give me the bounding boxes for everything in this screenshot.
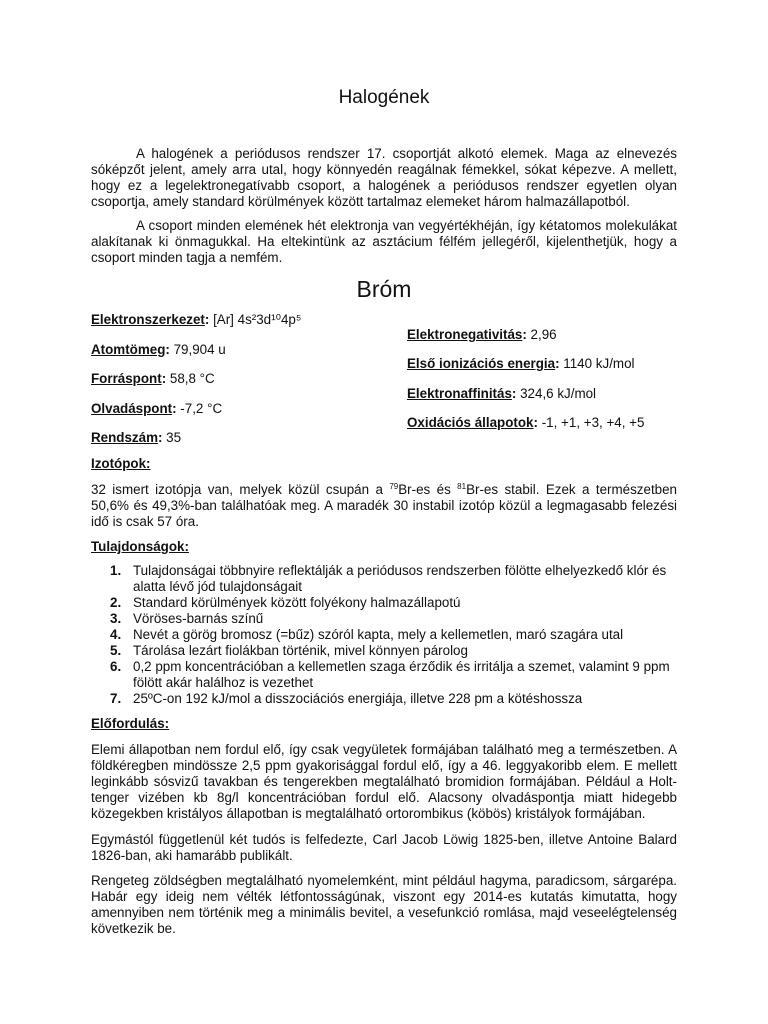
occurrence-heading: Előfordulás: bbox=[91, 716, 170, 731]
property-label: Elektronegativitás bbox=[407, 327, 523, 342]
property-label: Rendszám bbox=[91, 430, 158, 445]
property-electron-configuration: Elektronszerkezet: [Ar] 4s²3d¹⁰4p⁵ bbox=[91, 312, 302, 327]
intro-paragraph-1: A halogének a periódusos rendszer 17. csoportját alkotó elemek. Maga az elnevezés sóképzőt jelent, amely arra utal, hogy könnyedén reagálnak fémekkel, sókat képezve. A mellett, hogy ez a legelektronegatívabb csoport, a halogének a periódusos rendszer egyetlen olyan csoportja, amely standard körülmények között tartalmaz elemeket három halmazállapotból. bbox=[91, 146, 677, 209]
property-first-ionization-energy: Első ionizációs energia: 1140 kJ/mol bbox=[407, 356, 635, 371]
occurrence-paragraph-3: Rengeteg zöldségben megtalálható nyomelemként, mint például hagyma, paradicsom, sárgarépa. Habár egy ideig nem vélték létfontosságúnak, viszont egy 2014-es kutatás kimutatta, hogy amennyiben nem történik meg a minimális bevitel, a vesefunkció romlása, majd veseelégtelenség következik be. bbox=[91, 873, 677, 936]
list-item: 7. 25ºC-on 192 kJ/mol a disszociációs energiája, illetve 228 pm a kötéshossza bbox=[110, 691, 583, 706]
property-atomic-mass: Atomtömeg: 79,904 u bbox=[91, 342, 226, 357]
property-value: 1140 kJ/mol bbox=[559, 356, 635, 371]
property-value: 79,904 u bbox=[169, 342, 226, 357]
intro-paragraph-2: A csoport minden elemének hét elektronja van vegyértékhéján, így kétatomos molekulákat alakítanak ki önmagukkal. Ha eltekintünk az asztácium félfém jellegéről, kijelenthetjük, hogy a csoport minden tagja a nemfém. bbox=[91, 218, 677, 265]
property-label: Atomtömeg bbox=[91, 342, 166, 357]
property-boiling-point: Forráspont: 58,8 °C bbox=[91, 371, 215, 386]
property-value: -7,2 °C bbox=[176, 401, 223, 416]
property-electronegativity: Elektronegativitás: 2,96 bbox=[407, 327, 557, 342]
property-label: Oxidációs állapotok bbox=[407, 415, 534, 430]
isotopes-heading: Izotópok: bbox=[91, 456, 151, 471]
isotopes-paragraph: 32 ismert izotópja van, melyek közül csupán a $^{79}$Br-es és $^{81}$Br-es stabil. Ezek a természetben 50,6% és 49,3%-ban találhatóak meg. A maradék 30 instabil izotóp közül a legmagasabb felezési idő is csak 57 óra. bbox=[91, 482, 678, 529]
list-item: 6. 0,2 ppm koncentrációban a kellemetlen szaga érződik és irritálja a szemet, valamint 9 ppm fölött akár halálhoz is vezethet bbox=[110, 659, 670, 690]
property-value: [Ar] 4s²3d¹⁰4p⁵ bbox=[209, 312, 302, 327]
property-atomic-number: Rendszám: 35 bbox=[91, 430, 182, 445]
property-label: Első ionizációs energia bbox=[407, 356, 556, 371]
list-item: 3. Vöröses-barnás színű bbox=[110, 611, 264, 626]
property-value: 324,6 kJ/mol bbox=[516, 386, 597, 401]
list-item: 4. Nevét a görög bromosz (=bűz) szóról kapta, mely a kellemetlen, maró szagára utal bbox=[110, 627, 624, 642]
property-label: Elektronszerkezet bbox=[91, 312, 205, 327]
property-label: Forráspont bbox=[91, 371, 162, 386]
properties-heading: Tulajdonságok: bbox=[91, 539, 189, 554]
list-item: 2. Standard körülmények között folyékony halmazállapotú bbox=[110, 595, 461, 610]
element-title: Bróm bbox=[356, 276, 412, 302]
document-title: Halogének bbox=[338, 87, 430, 108]
list-item: 1. Tulajdonságai többnyire reflektálják a periódusos rendszerben fölötte elhelyezkedő klór és alatta lévő jód tulajdonságait bbox=[110, 563, 667, 594]
properties-list bbox=[91, 563, 677, 707]
property-label: Elektronaffinitás bbox=[407, 386, 512, 401]
property-value: 35 bbox=[162, 430, 182, 445]
occurrence-paragraph-2: Egymástól függetlenül két tudós is felfedezte, Carl Jacob Löwig 1825-ben, illetve Antoine Balard 1826-ban, aki hamarább publikált. bbox=[91, 832, 677, 863]
property-melting-point: Olvadáspont: -7,2 °C bbox=[91, 401, 223, 416]
property-value: 58,8 °C bbox=[166, 371, 215, 386]
property-value: -1, +1, +3, +4, +5 bbox=[537, 415, 645, 430]
list-item: 5. Tárolása lezárt fiolákban történik, mivel könnyen párolog bbox=[110, 643, 468, 658]
property-value: 2,96 bbox=[526, 327, 557, 342]
property-electron-affinity: Elektronaffinitás: 324,6 kJ/mol bbox=[407, 386, 597, 401]
property-label: Olvadáspont bbox=[91, 401, 173, 416]
occurrence-paragraph-1: Elemi állapotban nem fordul elő, így csak vegyületek formájában található meg a természetben. A földkéregben mindössze 2,5 ppm gyakorisággal fordul elő, így a 46. leggyakoribb elem. E mellett leginkább sósvizű tavakban és tengerekben megtalálható bromidion formájában. Például a Holt-tenger vizében kb 8g/l koncentrációban fordul elő. Alacsony olvadáspontja miatt hidegebb közegekben kristályos állapotban is megtalálható ortorombikus (köbös) kristályok formájában. bbox=[91, 742, 677, 821]
property-oxidation-states: Oxidációs állapotok: -1, +1, +3, +4, +5 bbox=[407, 415, 645, 430]
